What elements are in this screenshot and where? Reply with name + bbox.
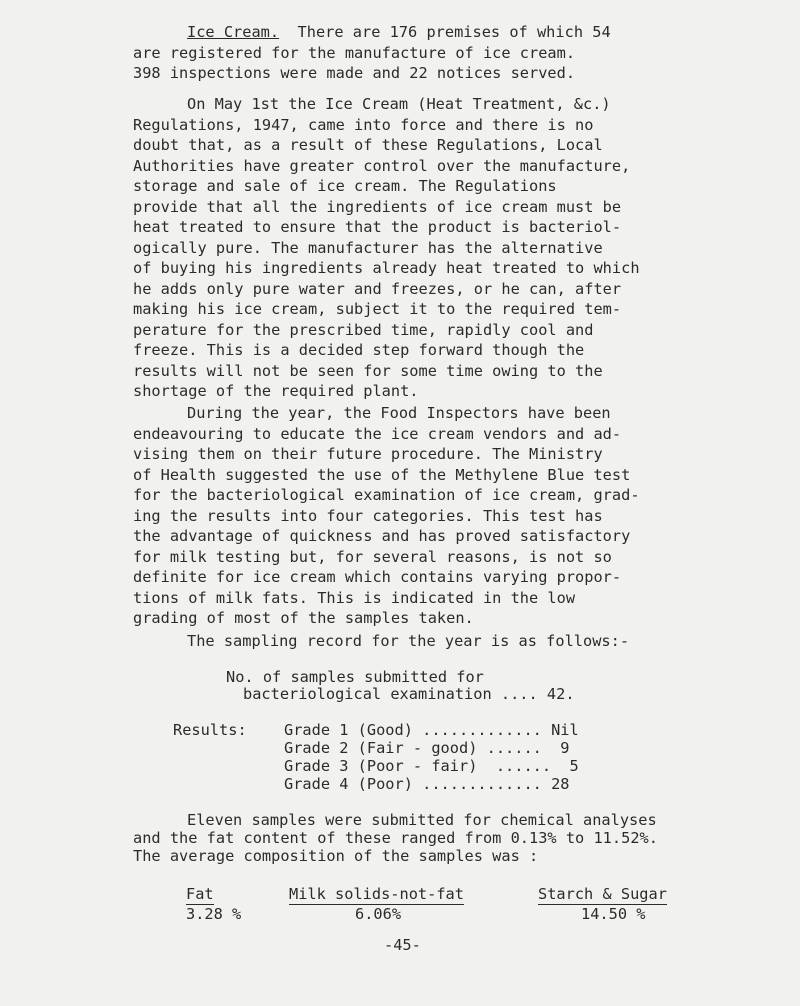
regulations-line: shortage of the required plant. [133, 382, 419, 400]
fat-value: 3.28 % [186, 905, 242, 923]
results-label: Results: [173, 721, 247, 739]
milk-solids-value: 6.06% [355, 905, 402, 923]
starch-sugar-header: Starch & Sugar [538, 885, 667, 903]
ice-cream-paragraph: Ice Cream. There are 176 premises of which 54 are registered for the manufacture of ice cream. 398 inspections were made and 22 notices served. [133, 23, 611, 82]
ice-cream-heading: Ice Cream. [187, 23, 280, 41]
fat-header: Fat [186, 885, 214, 903]
grade-4-row: Grade 4 (Poor) ............. 28 [284, 775, 570, 793]
sampling-record-intro: The sampling record for the year is as follows:- [187, 632, 630, 650]
milk-solids-header: Milk solids-not-fat [289, 885, 464, 903]
chemical-analyses-line-3: The average composition of the samples was : [133, 847, 539, 865]
samples-submitted-label: No. of samples submitted for [226, 668, 484, 686]
regulations-paragraph: On May 1st the Ice Cream (Heat Treatment, &c.) Regulations, 1947, came into force and there is no doubt that, as a result of these Regulations, Local Authorities have greater control over the manufacture, storage and sale of ice cream. The Regulations provide that all the ingredients of ice cream must be heat treated to ensure that the product is bacteriol- ogically pure. The manufacturer has the alternative of buying his ingredients already heat treated to which he adds only pure water and freezes, or he can, after making his ice cream, subject it to the required tem- perature for the prescribed time, rapidly cool and freeze. This is a decided step forward though the results will not be seen for some time owing to the shortage of the required plant. [133, 94, 733, 402]
food-inspectors-paragraph: During the year, the Food Inspectors have been endeavouring to educate the ice cream vendors and ad- vising them on their future procedure. The Ministry of Health suggested the use of the Methylene Blue test for the bacteriological examination of ice cream, grad- ing the results into four categories. This test has the advantage of quickness and has proved satisfactory for milk testing but, for several reasons, is not so definite for ice cream which contains varying propor- tions of milk fats. This is indicated in the low grading of most of the samples taken. [133, 404, 640, 627]
grade-1-row: Grade 1 (Good) ............. Nil [284, 721, 579, 739]
grade-2-row: Grade 2 (Fair - good) ...... 9 [284, 739, 570, 757]
samples-submitted-count: bacteriological examination .... 42. [243, 685, 575, 703]
chemical-analyses-line-2: and the fat content of these ranged from 0.13% to 11.52%. [133, 829, 658, 847]
page-number: -45- [384, 936, 421, 954]
grade-3-row: Grade 3 (Poor - fair) ...... 5 [284, 757, 579, 775]
starch-sugar-value: 14.50 % [581, 905, 646, 923]
chemical-analyses-line-1: Eleven samples were submitted for chemical analyses [187, 811, 657, 829]
